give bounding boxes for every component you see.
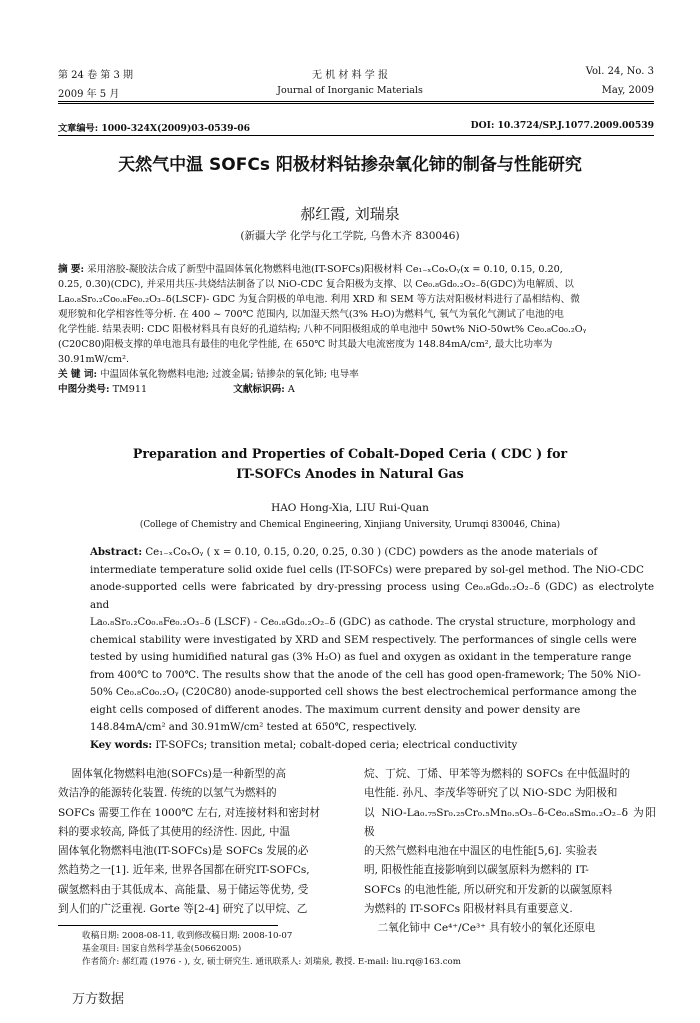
abstract-en [90,544,654,754]
abstract-cn-label: 摘 要: [58,264,85,275]
header-journal-cn: 无 机 材 料 学 报 [312,70,388,81]
abstract-en-line: Ce₁₋ₓCoₓOᵧ ( x = 0.10, 0.15, 0.20, 0.25, 0.30 ) (CDC) powders as the anode materials of [145,547,598,558]
body-line: 固体氧化物燃料电池(IT-SOFCs)是 SOFCs 发展的必 [58,845,309,858]
abstract-cn [58,262,654,397]
body-line: 效洁净的能源转化装置. 传统的以氢气为燃料的 [58,787,277,800]
header-volume-cn: 第 24 卷 第 3 期 [58,70,133,81]
abstract-en-line: tested by using humidified natural gas (3% H₂O) as fuel and oxygen as oxidant in the temperature range [90,652,632,663]
body-line: 电性能. 孙凡、李茂华等研究了以 NiO-SDC 为阳极和 [364,787,618,800]
doc-code-label: 文献标识码: [233,384,285,395]
header-journal-en: Journal of Inorganic Materials [277,85,423,96]
header-date-cn: 2009 年 5 月 [58,89,120,100]
abstract-cn-line: (C20C80)阳极支撑的单电池具有最佳的电化学性能, 在 650℃ 时其最大电流密度为 148.84mA/cm², 最大比功率为 [58,339,553,350]
abstract-cn-line: 0.25, 0.30)(CDC), 并采用共压-共烧结法制备了以 NiO-CDC 复合阳极为支撑、以 Ce₀.₈Gd₀.₂O₂₋δ(GDC)为电解质、以 [58,279,574,290]
abstract-en-line: chemical stability were investigated by XRD and SEM respectively. The performances of single cells were [90,634,637,646]
clc-value: TM911 [112,384,148,395]
body-line: SOFCs 的电池性能, 所以研究和开发新的以碳氢原料 [364,883,613,896]
clc-label: 中图分类号: [58,384,110,395]
abstract-en-line: intermediate temperature solid oxide fuel cells (IT-SOFCs) were prepared by sol-gel method. The NiO-CDC [90,564,644,576]
body-line: SOFCs 需要工作在 1000℃ 左右, 对连接材料和密封材 [58,806,320,819]
abstract-en-line: eight cells composed of different anodes. The maximum current density and power density are [90,704,581,716]
body-line: 料的要求较高, 降低了其使用的经济性. 因此, 中温 [58,825,291,838]
header-date-en: May, 2009 [601,85,654,96]
body-line: 固体氧化物燃料电池(SOFCs)是一种新型的高 [58,768,287,780]
abstract-cn-line: 化学性能. 结果表明: CDC 阳极材料具有良好的孔道结构; 八种不同阳极组成的单电池中 50wt% NiO-50wt% Ce₀.₈Co₀.₂Oᵧ [58,324,587,335]
body-line: 的天然气燃料电池在中温区的电性能[5,6]. 实验表 [364,845,598,858]
abstract-en-line: 148.84mA/cm² and 30.91mW/cm² tested at 650℃, respectively. [90,722,417,733]
abstract-en-line: La₀.₈Sr₀.₂Co₀.₈Fe₀.₂O₃₋δ (LSCF) - Ce₀.₈Gd₀.₂O₂₋δ (GDC) as cathode. The crystal structure, morphology and [90,617,636,628]
title-cn: 天然气中温 SOFCs 阳极材料钴掺杂氧化铈的制备与性能研究 [118,155,582,175]
title-en [0,444,700,484]
authors-cn: 郝红霞, 刘瑞泉 [300,205,400,223]
footnote-received: 收稿日期: 2008-08-11, 收到修改稿日期: 2008-10-07 [82,931,293,941]
footnote-divider [58,925,278,926]
footnote-author: 作者简介: 郝红霞 (1976 - ), 女, 硕士研究生. 通讯联系人: 刘瑞泉, 教授. E-mail: liu.rq@163.com [82,957,461,967]
article-doi: DOI: 10.3724/SP.J.1077.2009.00539 [470,120,654,131]
article-number: 文章编号: 1000-324X(2009)03-0539-06 [58,123,251,134]
body-line: 二氧化铈中 Ce⁴⁺/Ce³⁺ 具有较小的氧化还原电 [364,922,596,935]
abstract-cn-line: 30.91mW/cm². [58,354,130,365]
watermark: 万方数据 [72,992,125,1007]
meta-rule [58,135,654,136]
affiliation-en: (College of Chemistry and Chemical Engineering, Xinjiang University, Urumqi 830046, China) [139,520,561,530]
body-line: 以 NiO-La₀.₇₅Sr₀.₂₅Cr₀.₅Mn₀.₅O₃₋δ-Ce₀.₈Sm₀.₂O₂₋δ 为阳极 [364,806,656,838]
footnotes [82,930,656,969]
abstract-cn-line: 采用溶胶-凝胶法合成了新型中温固体氧化物燃料电池(IT-SOFCs)阳极材料 Ce₁₋ₓCoₓOᵧ(x = 0.10, 0.15, 0.20, [87,264,563,275]
body-line: 烷、丁烷、丁烯、甲苯等为燃料的 SOFCs 在中低温时的 [364,768,631,780]
title-en-line: IT-SOFCs Anodes in Natural Gas [236,466,464,481]
keywords-en-label: Key words: [90,738,153,751]
abstract-en-label: Abstract: [90,546,143,558]
abstract-cn-line: La₀.₈Sr₀.₂Co₀.₈Fe₀.₂O₃₋δ(LSCF)- GDC 为复合阴极的单电池. 利用 XRD 和 SEM 等方法对阳极材料进行了晶相结构、微 [58,294,580,305]
footnote-funding: 基金项目: 国家自然科学基金(50662005) [82,944,242,954]
header-rule-bottom [58,103,654,104]
header-rule-top [58,101,654,102]
body-line: 然趋势之一[1]. 近年来, 世界各国都在研究IT-SOFCs, [58,864,310,877]
keywords-cn-label: 关 键 词: [58,369,98,380]
affiliation-cn: (新疆大学 化学与化工学院, 乌鲁木齐 830046) [240,230,460,242]
abstract-en-line: anode-supported cells were fabricated by dry-pressing process using Ce₀.₈Gd₀.₂O₂₋δ (GDC) as electrolyte and [90,582,654,611]
body-line: 碳氢燃料由于其低成本、高能量、易于储运等优势, 受 [58,883,309,896]
body-line: 明, 阳极性能直接影响到以碳氢原料为燃料的 IT- [364,864,589,877]
abstract-en-line: 50% Ce₀.₈Co₀.₂Oᵧ (C20C80) anode-supported cell shows the best electrochemical performance among the [90,687,637,698]
body-column-right [364,765,656,939]
abstract-cn-line: 观形貌和化学相容性等分析. 在 400 ~ 700℃ 范围内, 以加湿天然气(3% H₂O)为燃料气, 氧气为氧化气测试了电池的电 [58,309,564,320]
abstract-en-line: from 400℃ to 700℃. The results show that the anode of the cell has good open-framework; The 50% NiO- [90,669,641,681]
keywords-cn: 中温固体氧化物燃料电池; 过渡金属; 钴掺杂的氧化铈; 电导率 [100,369,359,380]
doc-code-value: A [287,384,295,395]
body-line: 到人们的广泛重视. Gorte 等[2-4] 研究了以甲烷、乙 [58,903,308,916]
body-column-left [58,765,348,919]
title-en-line: Preparation and Properties of Cobalt-Doped Ceria ( CDC ) for [132,446,568,461]
authors-en: HAO Hong-Xia, LIU Rui-Quan [271,502,429,514]
keywords-en: IT-SOFCs; transition metal; cobalt-doped ceria; electrical conductivity [155,739,518,751]
body-line: 为燃料的 IT-SOFCs 阳极材料具有重要意义. [364,903,573,916]
header-volume-en: Vol. 24, No. 3 [585,66,654,77]
